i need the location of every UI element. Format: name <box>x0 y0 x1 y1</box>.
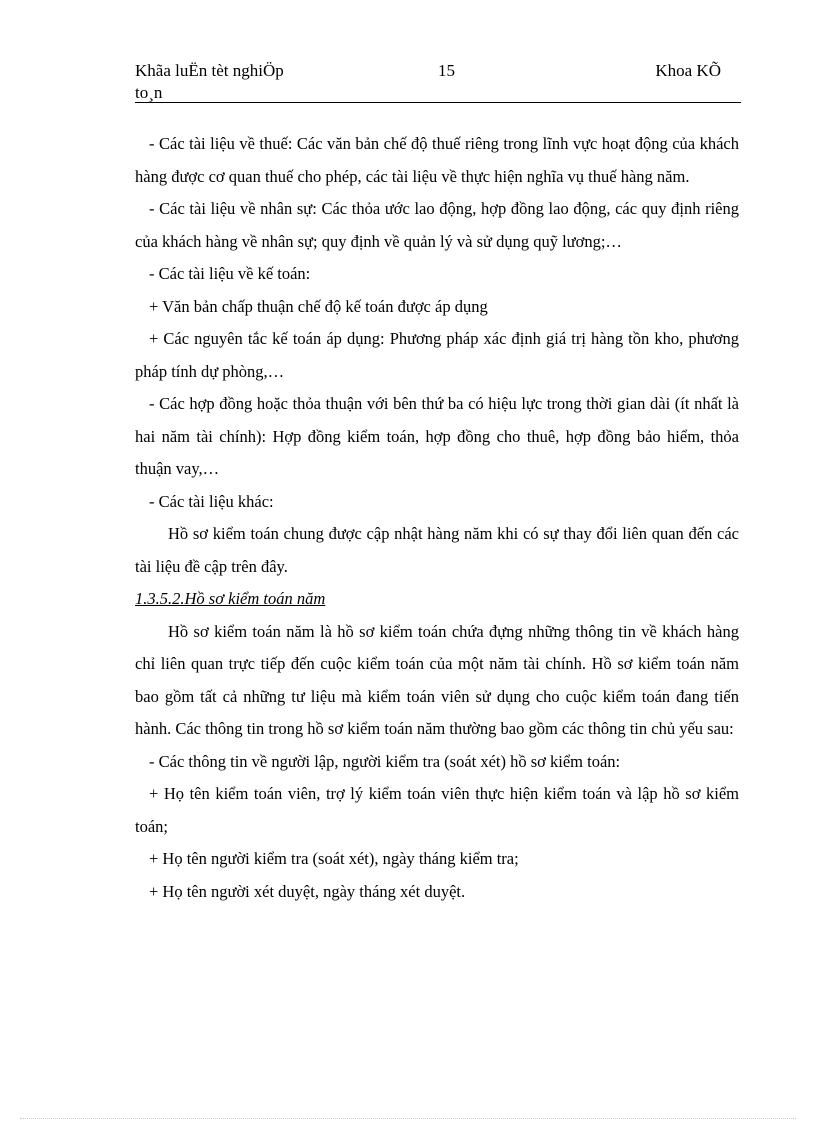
header-right: Khoa KÕ <box>655 61 721 80</box>
page-number: 15 <box>438 61 455 80</box>
paragraph-general-file-update: Hồ sơ kiểm toán chung được cập nhật hàng năm khi có sự thay đổi liên quan đến các tài liệu đề cập trên đây. <box>135 524 739 576</box>
header-left-line1: Khãa luËn tèt nghiÖp <box>135 61 284 80</box>
paragraph-other-docs: - Các tài liệu khác: <box>149 491 274 511</box>
paragraph-hr-docs: - Các tài liệu về nhân sự: Các thỏa ước lao động, hợp đồng lao động, các quy định riêng của khách hàng về nhân sự; quy định về quản lý và sử dụng quỹ lương;… <box>135 199 739 251</box>
paragraph-accounting-docs: - Các tài liệu về kế toán: <box>149 264 311 283</box>
paragraph-principles: + Các nguyên tắc kế toán áp dụng: Phương pháp xác định giá trị hàng tồn kho, phương pháp tính dự phòng,… <box>135 329 739 381</box>
paragraph-reviewer-names: + Họ tên người kiểm tra (soát xét), ngày tháng kiểm tra; <box>149 849 519 868</box>
paragraph-annual-file: Hồ sơ kiểm toán năm là hồ sơ kiểm toán chứa đựng những thông tin về khách hàng chỉ liên quan trực tiếp đến cuộc kiểm toán của một năm tài chính. Hồ sơ kiểm toán năm bao gồm tất cả những tư liệu mà kiểm toán viên sử dụng cho cuộc kiểm toán đang tiến hành. Các thông tin trong hồ sơ kiểm toán năm thường bao gồm các thông tin chủ yếu sau: <box>135 621 739 738</box>
section-title: 1.3.5.2.Hồ sơ kiểm toán năm <box>135 589 326 608</box>
page-header <box>135 58 741 103</box>
paragraph-approval: + Văn bản chấp thuận chế độ kế toán được áp dụng <box>149 296 488 316</box>
header-left-line2: to¸n <box>135 83 163 102</box>
header-left <box>135 60 335 104</box>
paragraph-approver-names: + Họ tên người xét duyệt, ngày tháng xét duyệt. <box>149 881 466 901</box>
page-bottom-divider <box>20 1118 796 1119</box>
document-body <box>135 128 739 908</box>
paragraph-contracts: - Các hợp đồng hoặc thỏa thuận với bên thứ ba có hiệu lực trong thời gian dài (ít nhất là hai năm tài chính): Hợp đồng kiểm toán, hợp đồng cho thuê, hợp đồng bảo hiểm, thỏa thuận vay,… <box>135 394 739 478</box>
section-heading <box>135 583 739 616</box>
paragraph-preparer-info: - Các thông tin về người lập, người kiểm tra (soát xét) hồ sơ kiểm toán: <box>149 751 621 771</box>
paragraph-tax-docs: - Các tài liệu về thuế: Các văn bản chế độ thuế riêng trong lĩnh vực hoạt động của khách hàng được cơ quan thuế cho phép, các tài liệu về thực hiện nghĩa vụ thuế hàng năm. <box>135 134 739 186</box>
paragraph-auditor-names: + Họ tên kiểm toán viên, trợ lý kiểm toán viên thực hiện kiểm toán và lập hồ sơ kiểm toán; <box>135 784 739 836</box>
